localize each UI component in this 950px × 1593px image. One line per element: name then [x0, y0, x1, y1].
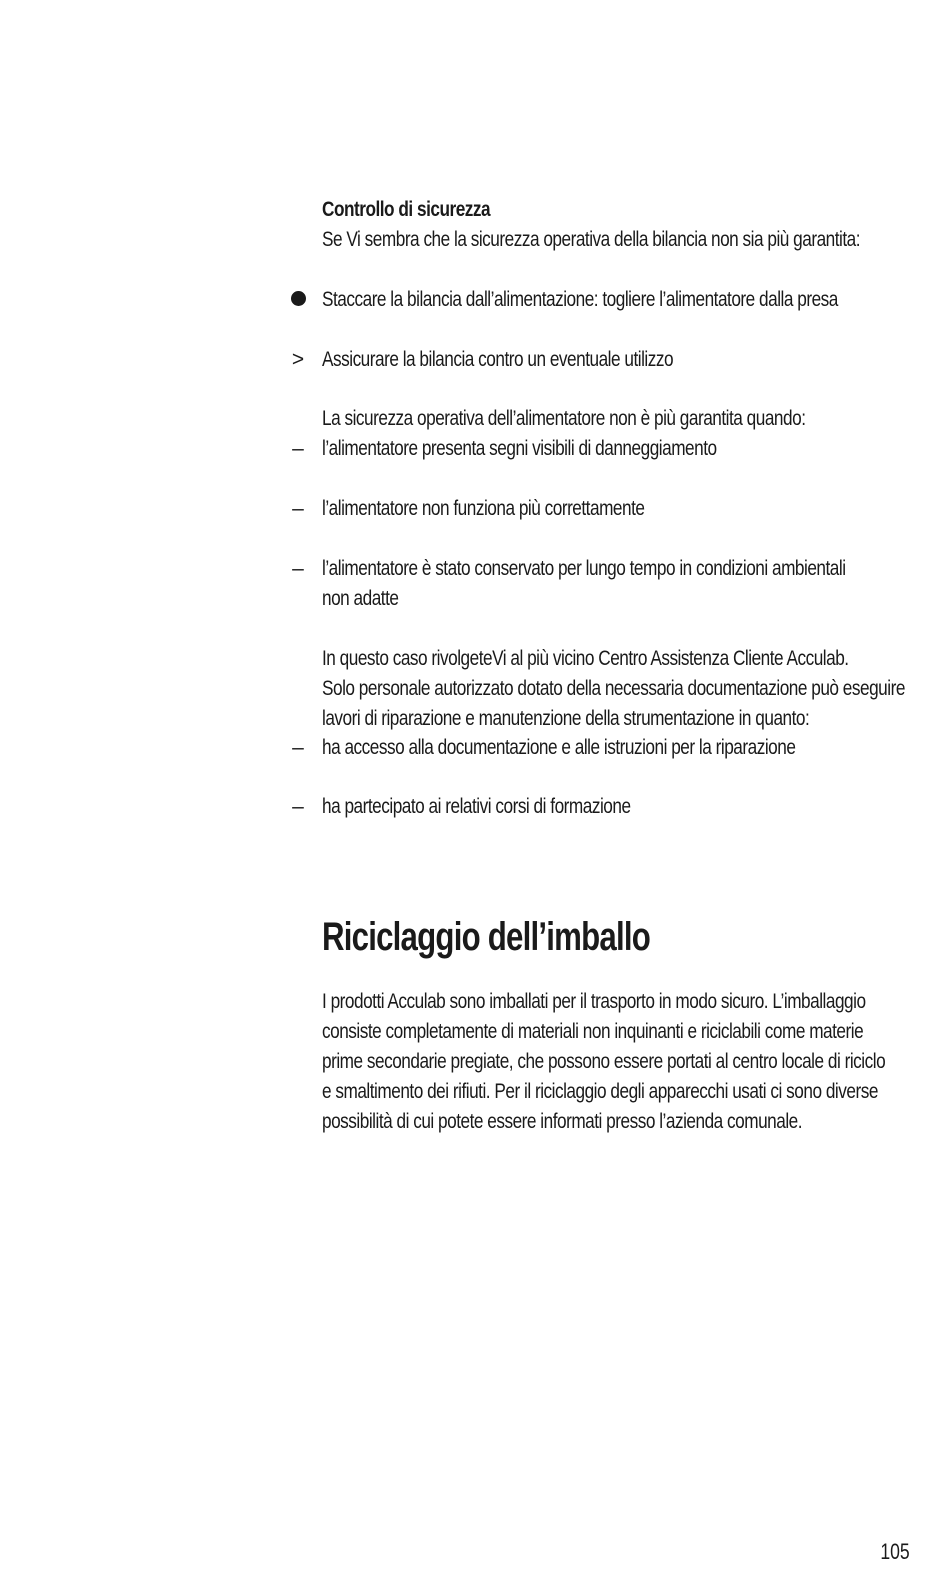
recycling-heading: Riciclaggio dell’imballo	[322, 915, 651, 959]
dash-icon: –	[292, 497, 304, 520]
safety-section-title: Controllo di sicurezza	[322, 198, 491, 221]
dash-icon: –	[292, 557, 304, 580]
result-item-text: Assicurare la bilancia contro un eventuale utilizzo	[322, 348, 674, 371]
recycling-line: I prodotti Acculab sono imballati per il trasporto in modo sicuro. L’imballaggio	[322, 990, 866, 1013]
page-number: 105	[880, 1539, 910, 1564]
recycling-paragraph	[322, 987, 922, 1137]
list-item	[322, 434, 922, 464]
dash-icon: –	[292, 795, 304, 818]
service-paragraph	[322, 644, 922, 734]
service-line: lavori di riparazione e manutenzione della strumentazione in quanto:	[322, 707, 810, 730]
conditions-intro-text: La sicurezza operativa dell’alimentatore non è più garantita quando:	[322, 407, 806, 430]
arrow-right-icon: >	[291, 348, 305, 371]
action-item-text: Staccare la bilancia dall’alimentazione: togliere l’alimentatore dalla presa	[322, 288, 838, 311]
recycling-line: possibilità di cui potete essere informati presso l’azienda comunale.	[322, 1110, 803, 1133]
service-line: Solo personale autorizzato dotato della necessaria documentazione può eseguire	[322, 677, 905, 700]
list-item	[322, 554, 922, 614]
reason-text: ha partecipato ai relativi corsi di formazione	[322, 795, 631, 818]
safety-intro-text: Se Vi sembra che la sicurezza operativa della bilancia non sia più garantita:	[322, 228, 861, 251]
action-item	[322, 285, 922, 315]
reason-text: ha accesso alla documentazione e alle istruzioni per la riparazione	[322, 736, 796, 759]
recycling-line: prime secondarie pregiate, che possono essere portati al centro locale di riciclo	[322, 1050, 886, 1073]
recycling-line: consiste completamente di materiali non inquinanti e riciclabili come materie	[322, 1020, 864, 1043]
service-line: In questo caso rivolgeteVi al più vicino Centro Assistenza Cliente Acculab.	[322, 647, 849, 670]
list-item	[322, 494, 922, 524]
bullet-dot-icon	[286, 285, 310, 315]
conditions-intro	[322, 404, 922, 434]
safety-section-header	[322, 195, 922, 255]
dash-icon: –	[292, 437, 304, 460]
condition-text: l’alimentatore è stato conservato per lungo tempo in condizioni ambientali	[322, 557, 846, 580]
recycling-line: e smaltimento dei rifiuti. Per il riciclaggio degli apparecchi usati ci sono diverse	[322, 1080, 878, 1103]
condition-text: l’alimentatore non funziona più correttamente	[322, 497, 645, 520]
dash-icon: –	[292, 736, 304, 759]
list-item	[322, 733, 922, 763]
list-item	[322, 792, 922, 822]
condition-text-continued: non adatte	[322, 587, 399, 610]
result-item	[322, 345, 922, 375]
condition-text: l’alimentatore presenta segni visibili di danneggiamento	[322, 437, 717, 460]
